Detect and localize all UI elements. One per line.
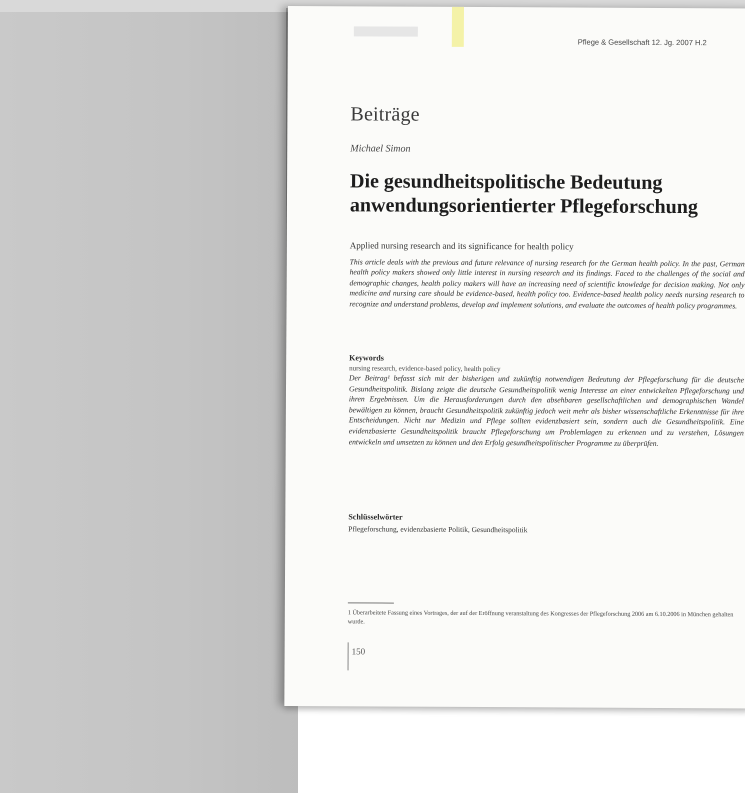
footnote: 1 Überarbeitete Fassung eines Vortrages, der auf der Eröffnung veranstaltung des Kongresses der Pflegeforschung 2006 am 6.10.2006 in München gehalten wurde. (347, 609, 734, 626)
article-title (350, 169, 745, 219)
folio-rule (348, 642, 349, 670)
schluesselwoerter-text: Pflegeforschung, evidenzbasierte Politik, Gesundheitspolitik (348, 524, 528, 535)
keywords-text: nursing research, evidence-based policy, health policy (349, 364, 501, 374)
schluesselwoerter-heading: Schlüsselwörter (348, 512, 403, 522)
footnote-rule (348, 602, 394, 603)
english-title: Applied nursing research and its significance for health policy (349, 240, 574, 252)
page-number: 150 (351, 646, 366, 657)
document-page (284, 6, 745, 708)
article-title-line-2: anwendungsorientierter Pflegeforschung (349, 194, 698, 219)
scanner-background (0, 0, 298, 793)
sticky-note-tab (452, 7, 464, 47)
english-abstract: This article deals with the previous and future relevance of nursing research for the German health policy. In the past, German health policy makers showed only little interest in nursing research and its findings. Faced to the challenges of the social and demographic changes, health policy makers will have an increasing need of scientific knowledge for decision making. Not only medicine and nursing care should be evidence-based, health policy too. Evidence-based health policy needs nursing research to recognize and understand problems, develop and implement solutions, and evaluate the outcomes of health policy programmes. (349, 257, 745, 310)
author-name: Michael Simon (350, 143, 411, 155)
keywords-heading: Keywords (349, 353, 384, 363)
header-tab (354, 26, 418, 36)
german-abstract: Der Beitrag¹ befasst sich mit der bisherigen und zukünftig notwendigen Bedeutung der Pflegeforschung für die deutsche Gesundheitspolitik. Bislang zeigte die deutsche Gesundheitspolitik wenig Interesse an einer entwickelten Pflegeforschung und ihren Ergebnissen. Um die Herausforderungen durch den absehbaren gesellschaftlichen und demographischen Wandel bewältigen zu können, braucht Gesundheitspolitik zukünftig jedoch weit mehr als bisher wissenschaftliche Erkenntnisse für ihre Entscheidungen. Nicht nur Medizin und Pflege sollten evidenzbasiert sein, sondern auch die Gesundheitspolitik. Eine evidenzbasierte Gesundheitspolitik braucht Pflegeforschung um Problemlagen zu erkennen und zu verstehen, Lösungen entwickeln und umsetzen zu können und den Erfolg gesundheitspolitischer Programme zu überprüfen. (348, 373, 745, 448)
running-head: Pflege & Gesellschaft 12. Jg. 2007 H.2 (577, 37, 707, 48)
section-title: Beiträge (350, 103, 420, 126)
article-title-line-1: Die gesundheitspolitische Bedeutung (350, 170, 663, 194)
